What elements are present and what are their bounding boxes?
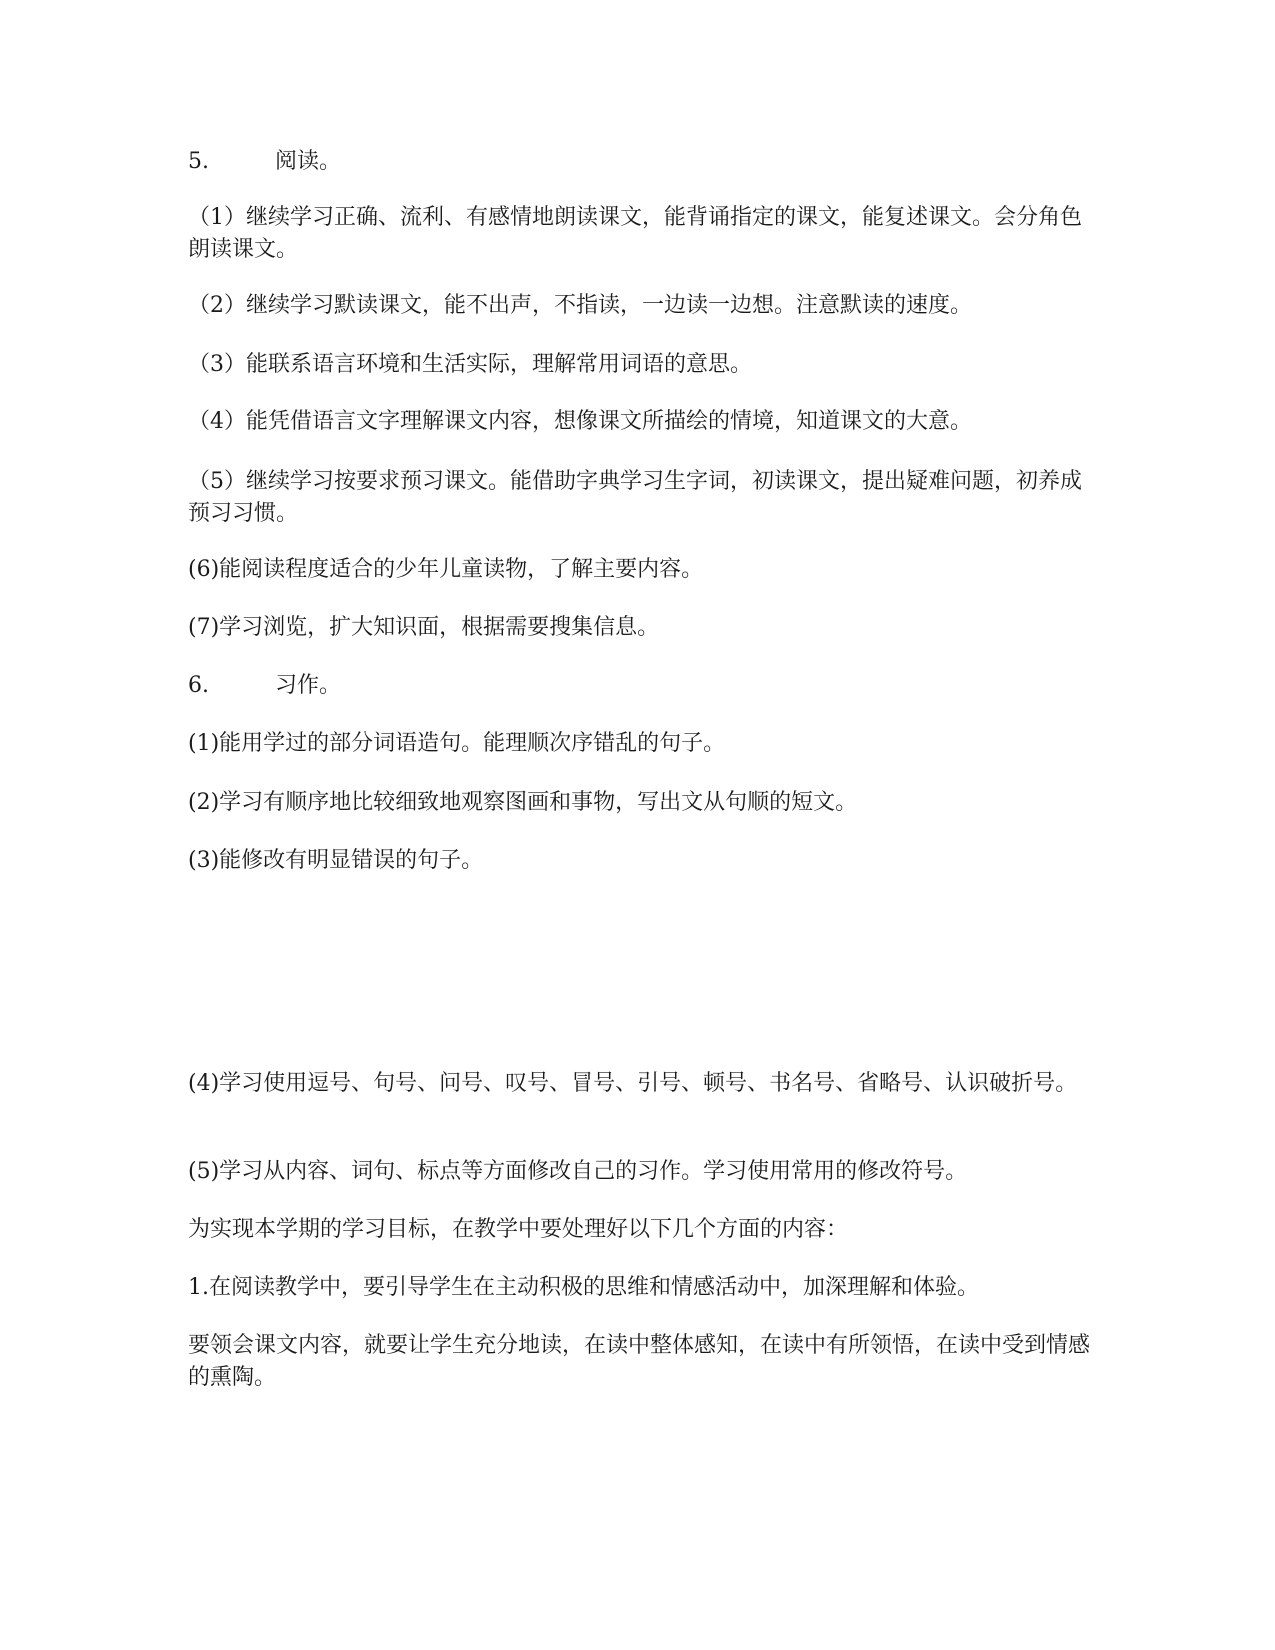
- section-5-heading: [188, 146, 341, 178]
- writing-item-1: (1)能用学过的部分词语造句。能理顺次序错乱的句子。: [188, 731, 726, 756]
- reading-item-4: （4）能凭借语言文字理解课文内容，想像课文所描绘的情境，知道课文的大意。: [188, 409, 972, 434]
- section-6-heading: [188, 670, 341, 702]
- closing-point-1: 1.在阅读教学中，要引导学生在主动积极的思维和情感活动中，加深理解和体验。: [188, 1275, 979, 1300]
- reading-item-5: （5）继续学习按要求预习课文。能借助字典学习生字词，初读课文，提出疑难问题，初养成预习习惯。: [188, 469, 1083, 526]
- writing-item-2: (2)学习有顺序地比较细致地观察图画和事物，写出文从句顺的短文。: [188, 790, 858, 815]
- section-5-title: 阅读。: [275, 149, 342, 174]
- writing-item-4: (4)学习使用逗号、句号、问号、叹号、冒号、引号、顿号、书名号、省略号、认识破折号。: [188, 1071, 1078, 1096]
- reading-item-7: (7)学习浏览，扩大知识面，根据需要搜集信息。: [188, 615, 660, 640]
- section-6-number: 6.: [188, 673, 209, 698]
- reading-item-3: （3）能联系语言环境和生活实际，理解常用词语的意思。: [188, 352, 752, 377]
- reading-item-2: （2）继续学习默读课文，能不出声，不指读，一边读一边想。注意默读的速度。: [188, 293, 972, 318]
- writing-item-5: (5)学习从内容、词句、标点等方面修改自己的习作。学习使用常用的修改符号。: [188, 1159, 968, 1184]
- section-6-title: 习作。: [275, 673, 342, 698]
- section-5-number: 5.: [188, 149, 209, 174]
- reading-item-6: (6)能阅读程度适合的少年儿童读物，了解主要内容。: [188, 557, 704, 582]
- writing-item-3: (3)能修改有明显错误的句子。: [188, 848, 484, 873]
- closing-point-1-detail: 要领会课文内容，就要让学生充分地读，在读中整体感知，在读中有所领悟，在读中受到情感的熏陶。: [188, 1333, 1091, 1390]
- closing-intro: 为实现本学期的学习目标，在教学中要处理好以下几个方面的内容：: [188, 1217, 849, 1242]
- reading-item-1: （1）继续学习正确、流利、有感情地朗读课文，能背诵指定的课文，能复述课文。会分角色朗读课文。: [188, 205, 1083, 262]
